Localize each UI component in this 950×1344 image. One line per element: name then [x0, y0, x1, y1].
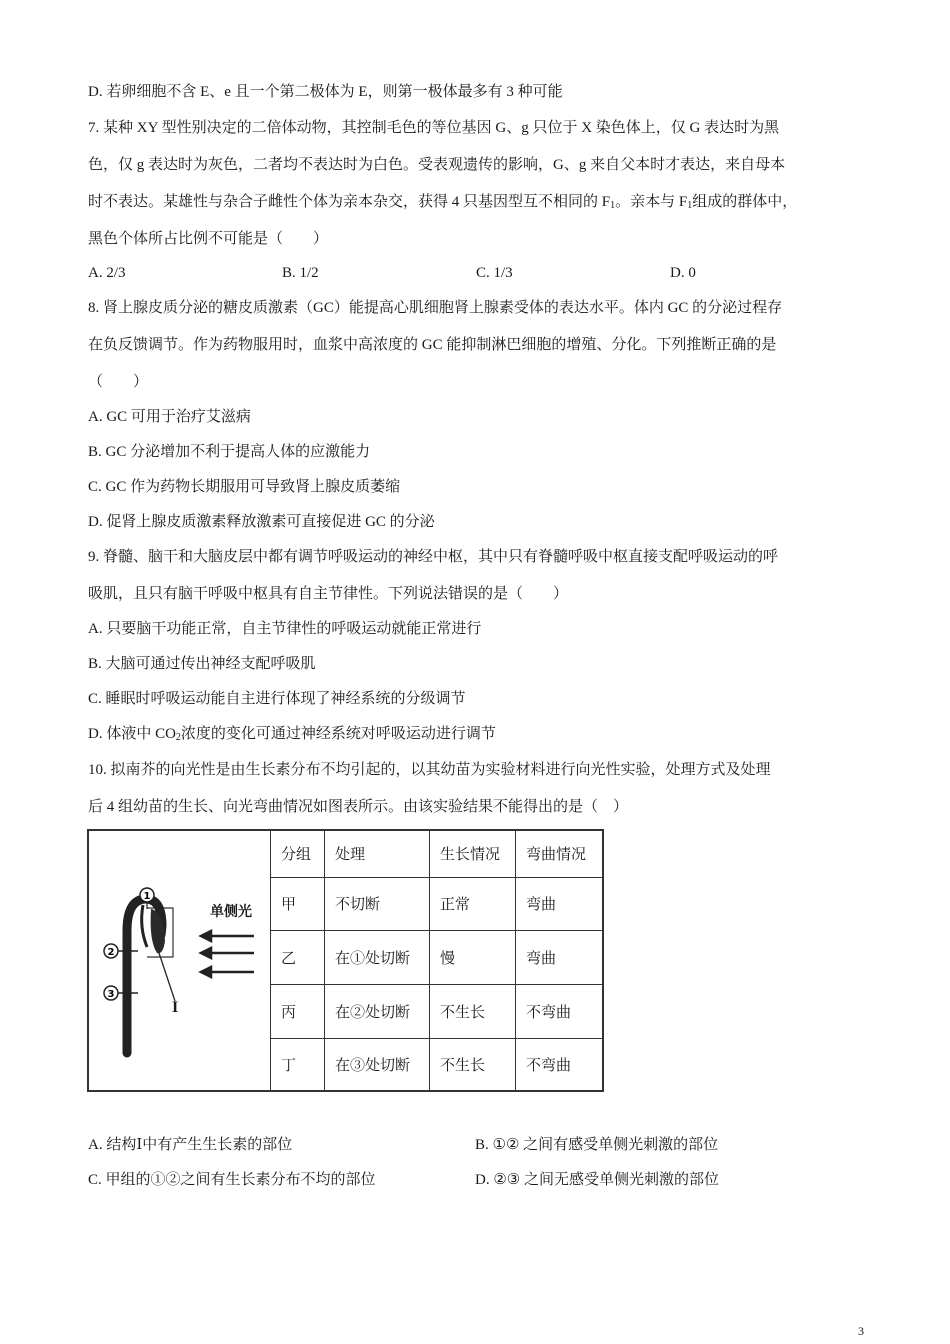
q9-option-b: B. 大脑可通过传出神经支配呼吸肌	[88, 656, 316, 672]
q10-option-b: B. ①② 之间有感受单侧光刺激的部位	[475, 1137, 719, 1153]
q10-option-c: C. 甲组的①②之间有生长素分布不均的部位	[88, 1172, 376, 1188]
subscript: 1	[610, 200, 616, 211]
seedling-illustration-icon	[89, 831, 270, 1097]
table-cell: 不弯曲	[516, 1038, 604, 1091]
q7-stem-line-2: 色，仅 g 表达时为灰色，二者均不表达时为白色。受表观遗传的影响，G、g 来自父本时才表达，来自母本	[88, 157, 786, 173]
subscript: 1	[687, 200, 693, 211]
q8-option-c: C. GC 作为药物长期服用可导致肾上腺皮质萎缩	[88, 479, 401, 495]
q7-stem-line-3	[88, 192, 797, 216]
table-cell: 丙	[271, 984, 325, 1038]
q8-option-b: B. GC 分泌增加不利于提高人体的应激能力	[88, 444, 371, 460]
q9-option-d-post: 浓度的变化可通过神经系统对呼吸运动进行调节	[180, 726, 496, 742]
table-cell: 不切断	[325, 877, 430, 930]
table-cell: 丁	[271, 1038, 325, 1091]
table-header-treatment: 处理	[325, 830, 430, 877]
q10-stem-line-1: 10. 拟南芥的向光性是由生长素分布不均引起的，以其幼苗为实验材料进行向光性实验，处理方式及处理	[88, 762, 771, 778]
table-header-bending: 弯曲情况	[516, 830, 604, 877]
svg-text:1: 1	[143, 891, 151, 902]
table-cell: 慢	[430, 930, 516, 984]
q10-stem-line-2: 后 4 组幼苗的生长、向光弯曲情况如图表所示。由该实验结果不能得出的是（ ）	[88, 799, 629, 815]
table-cell: 甲	[271, 877, 325, 930]
page-number: 3	[858, 1324, 864, 1338]
q7-option-c: C. 1/3	[476, 265, 513, 281]
table-cell: 在①处切断	[325, 930, 430, 984]
q6-option-d: D. 若卵细胞不含 E、e 且一个第二极体为 E，则第一极体最多有 3 种可能	[88, 84, 563, 100]
table-cell: 弯曲	[516, 877, 604, 930]
q8-option-a: A. GC 可用于治疗艾滋病	[88, 409, 251, 425]
q7-stem-line-3-mid: 。亲本与 F	[615, 194, 688, 210]
q9-option-d-pre: D. 体液中 CO	[88, 726, 176, 742]
structure-i-label: I	[172, 999, 179, 1016]
q8-stem-line-2: 在负反馈调节。作为药物服用时，血浆中高浓度的 GC 能抑制淋巴细胞的增殖、分化。下列推断正确的是	[88, 337, 777, 353]
q7-option-a: A. 2/3	[88, 265, 126, 281]
q9-stem-line-2: 吸肌，且只有脑干呼吸中枢具有自主节律性。下列说法错误的是（ ）	[88, 586, 569, 602]
subscript: 2	[175, 732, 181, 743]
seedling-diagram-cell	[88, 830, 271, 1091]
table-cell: 在②处切断	[325, 984, 430, 1038]
q10-option-d: D. ②③ 之间无感受单侧光刺激的部位	[475, 1172, 719, 1188]
q9-option-a: A. 只要脑干功能正常，自主节律性的呼吸运动就能正常进行	[88, 621, 482, 637]
q9-option-d	[88, 724, 496, 748]
table-header-growth: 生长情况	[430, 830, 516, 877]
q7-stem-line-3-text: 时不表达。某雄性与杂合子雌性个体为亲本杂交，获得 4 只基因型互不相同的 F	[88, 194, 611, 210]
q9-stem-line-1: 9. 脊髓、脑干和大脑皮层中都有调节呼吸运动的神经中枢，其中只有脊髓呼吸中枢直接支配呼吸运动的呼	[88, 549, 779, 565]
q7-option-d: D. 0	[670, 265, 696, 281]
table-cell: 弯曲	[516, 930, 604, 984]
table-cell: 乙	[271, 930, 325, 984]
q8-option-d: D. 促肾上腺皮质激素释放激素可直接促进 GC 的分泌	[88, 514, 435, 530]
table-cell: 不弯曲	[516, 984, 604, 1038]
q7-stem-line-4: 黑色个体所占比例不可能是（ ）	[88, 231, 329, 247]
svg-text:2: 2	[107, 947, 115, 958]
table-header-group: 分组	[271, 830, 325, 877]
q10-option-a: A. 结构Ⅰ中有产生生长素的部位	[88, 1137, 293, 1153]
seedling-diagram	[89, 831, 270, 1097]
table-cell: 不生长	[430, 984, 516, 1038]
experiment-figure-table	[87, 829, 604, 1092]
svg-text:3: 3	[107, 989, 115, 1000]
unilateral-light-label: 单侧光	[210, 904, 252, 920]
q7-stem-line-1: 7. 某种 XY 型性别决定的二倍体动物，其控制毛色的等位基因 G、g 只位于 X 染色体上，仅 G 表达时为黑	[88, 120, 780, 136]
table-cell: 在③处切断	[325, 1038, 430, 1091]
table-cell: 正常	[430, 877, 516, 930]
q7-option-b: B. 1/2	[282, 265, 319, 281]
q7-stem-line-3-end: 组成的群体中，	[692, 194, 798, 210]
q9-option-c: C. 睡眠时呼吸运动能自主进行体现了神经系统的分级调节	[88, 691, 466, 707]
q8-stem-line-1: 8. 肾上腺皮质分泌的糖皮质激素（GC）能提高心肌细胞肾上腺素受体的表达水平。体内 GC 的分泌过程存	[88, 300, 783, 316]
q8-stem-line-3: （ ）	[88, 374, 149, 390]
table-cell: 不生长	[430, 1038, 516, 1091]
